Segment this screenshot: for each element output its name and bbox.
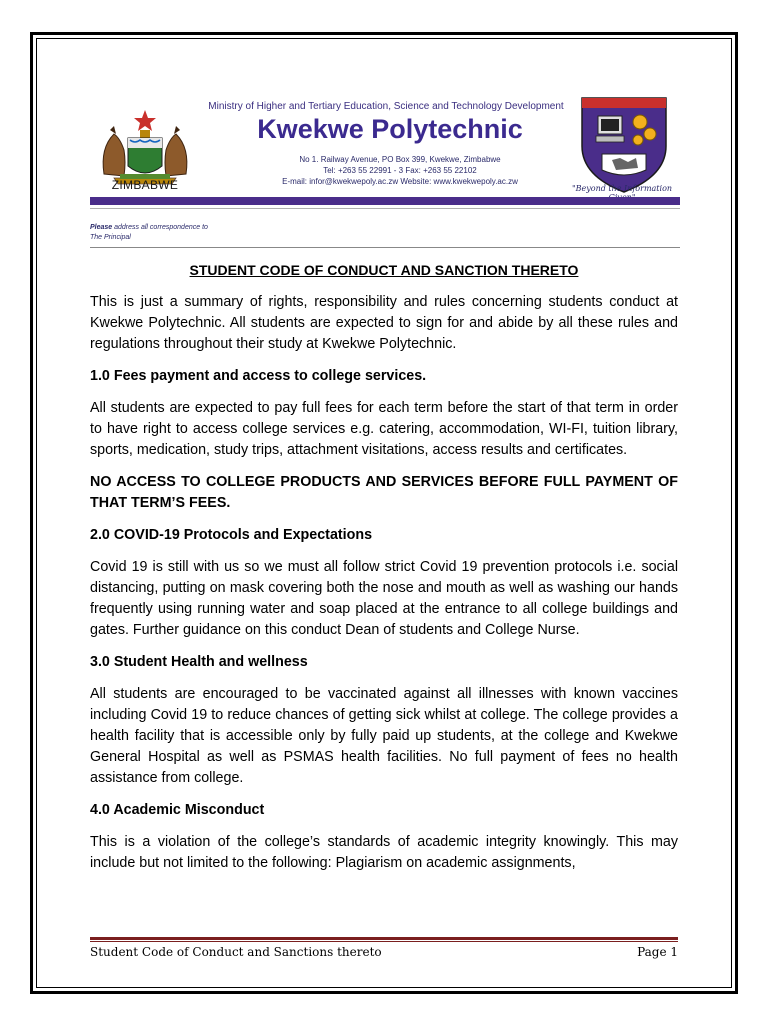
- note-principal: The Principal: [90, 234, 131, 241]
- address-line: No 1. Railway Avenue, PO Box 399, Kwekwe, Zimbabwe: [299, 155, 501, 164]
- correspondence-note: [90, 223, 208, 243]
- email-website-line: E-mail: infor@kwekwepoly.ac.zw Website: www.kwekwepoly.ac.zw: [282, 177, 518, 186]
- country-label: ZIMBABWE: [111, 178, 179, 192]
- fees-notice: NO ACCESS TO COLLEGE PRODUCTS AND SERVICES BEFORE FULL PAYMENT OF THAT TERM’S FEES.: [90, 474, 678, 511]
- section-text-fees: All students are expected to pay full fees for each term before the start of that term in order to have right to access college services e.g. catering, accommodation, WI-FI, tuition library, sports, medication, study trips, attachment visitations, access results and certificates.: [90, 400, 678, 458]
- letterhead-bar: [90, 197, 680, 205]
- section-heading-fees: 1.0 Fees payment and access to college services.: [90, 368, 427, 384]
- header-rule: [90, 247, 680, 248]
- tel-fax-line: Tel: +263 55 22991 - 3 Fax: +263 55 22102: [323, 166, 477, 175]
- footer-rule-thin: [90, 941, 678, 942]
- polytechnic-crest-icon: [568, 94, 680, 198]
- letterhead-divider: [90, 208, 680, 209]
- section-heading-covid: 2.0 COVID-19 Protocols and Expectations: [90, 527, 373, 543]
- footer-title: Student Code of Conduct and Sanctions thereto: [90, 945, 382, 959]
- section-heading-health: 3.0 Student Health and wellness: [90, 654, 308, 670]
- intro-paragraph: This is just a summary of rights, responsibility and rules concerning students conduct at Kwekwe Polytechnic. All students are expected to sign for and abide by all these rules and regulations throughout their study at Kwekwe Polytechnic.: [90, 294, 678, 352]
- footer-rule: [90, 937, 678, 940]
- section-text-health: All students are encouraged to be vaccinated against all illnesses with known vaccines including Covid 19 to reduce chances of getting sick whilst at college. The college provides a health facility that is accessible only by fully paid up students, at the college and Kwekwe General Hospital as well as PSMAS health facilities. No full payment of fees no health assistance from college.: [90, 686, 678, 786]
- section-heading-academic: 4.0 Academic Misconduct: [90, 802, 265, 818]
- page-number: Page 1: [637, 945, 678, 959]
- ministry-line: Ministry of Higher and Tertiary Education, Science and Technology Development: [208, 101, 564, 112]
- school-name: Kwekwe Polytechnic: [257, 114, 523, 144]
- motto: "Beyond the Information: [571, 184, 673, 193]
- section-text-academic: This is a violation of the college’s standards of academic integrity knowingly. This may include but not limited to the following: Plagiarism on academic assignments,: [90, 834, 678, 871]
- section-text-covid: Covid 19 is still with us so we must all follow strict Covid 19 prevention protocols i.e. social distancing, putting on mask covering both the nose and mouth as well as washing our hands frequently using running water and soap placed at the entrance to all college buildings and gates. Further guidance on this conduct Dean of students and College Nurse.: [90, 559, 678, 638]
- note-rest: address all correspondence to: [112, 224, 208, 231]
- document-body: [90, 262, 678, 885]
- note-bold: Please: [90, 224, 113, 231]
- letterhead: [90, 92, 680, 250]
- document-title: STUDENT CODE OF CONDUCT AND SANCTION THERETO: [189, 262, 579, 278]
